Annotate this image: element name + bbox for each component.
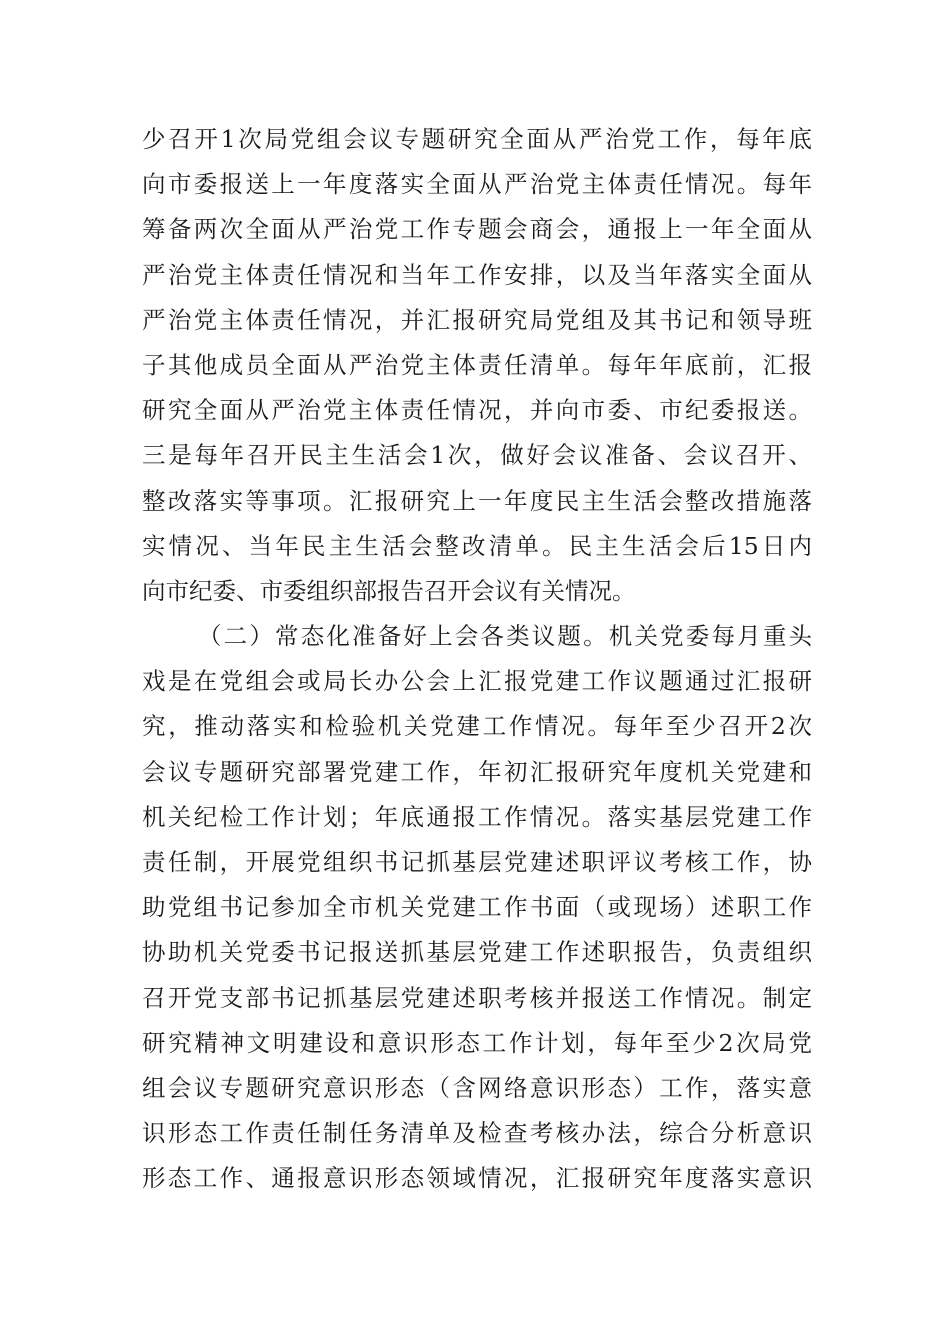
- text-line: 研究全面从严治党主体责任情况，并向市委、市纪委报送。: [142, 396, 812, 425]
- text-line: 组会议专题研究意识形态（含网络意识形态）工作，落实意: [142, 1073, 812, 1102]
- text-line: 责任制，开展党组织书记抓基层党建述职评议考核工作，协: [142, 848, 812, 876]
- text-line: 机关纪检工作计划；年底通报工作情况。落实基层党建工作: [142, 802, 812, 831]
- text-line: 子其他成员全面从严治党主体责任清单。每年年底前，汇报: [142, 350, 812, 379]
- text-line: 筹备两次全面从严治党工作专题会商会，通报上一年全面从: [142, 215, 812, 244]
- text-line: 形态工作、通报意识形态领域情况，汇报研究年度落实意识: [142, 1164, 812, 1193]
- text-line: 会议专题研究部署党建工作，年初汇报研究年度机关党建和: [142, 757, 812, 786]
- text-line: 协助机关党委书记报送抓基层党建工作述职报告，负责组织: [142, 938, 812, 967]
- text-line: （二）常态化准备好上会各类议题。机关党委每月重头: [198, 622, 812, 651]
- text-line: 召开党支部书记抓基层党建述职考核并报送工作情况。制定: [142, 983, 812, 1012]
- text-line: 研究精神文明建设和意识形态工作计划，每年至少2次局党: [142, 1028, 812, 1057]
- text-line: 究，推动落实和检验机关党建工作情况。每年至少召开2次: [142, 712, 812, 741]
- text-line: 少召开1次局党组会议专题研究全面从严治党工作，每年底: [142, 125, 812, 153]
- text-line: 严治党主体责任情况和当年工作安排，以及当年落实全面从: [142, 260, 812, 289]
- paragraph-2: [142, 614, 812, 1201]
- text-line: 助党组书记参加全市机关党建工作书面（或现场）述职工作: [142, 893, 812, 922]
- text-line: 三是每年召开民主生活会1次，做好会议准备、会议召开、: [142, 441, 812, 470]
- text-line: 整改落实等事项。汇报研究上一年度民主生活会整改措施落: [142, 486, 812, 515]
- text-line: 实情况、当年民主生活会整改清单。民主生活会后15日内: [142, 531, 812, 560]
- text-line: 向市纪委、市委组织部报告召开会议有关情况。: [142, 576, 636, 605]
- text-line: 严治党主体责任情况，并汇报研究局党组及其书记和领导班: [142, 305, 812, 334]
- paragraph-1: [142, 117, 812, 614]
- text-line: 向市委报送上一年度落实全面从严治党主体责任情况。每年: [142, 170, 812, 199]
- text-line: 戏是在党组会或局长办公会上汇报党建工作议题通过汇报研: [142, 667, 812, 696]
- text-line: 识形态工作责任制任务清单及检查考核办法，综合分析意识: [142, 1119, 812, 1148]
- body-text: [142, 117, 812, 1202]
